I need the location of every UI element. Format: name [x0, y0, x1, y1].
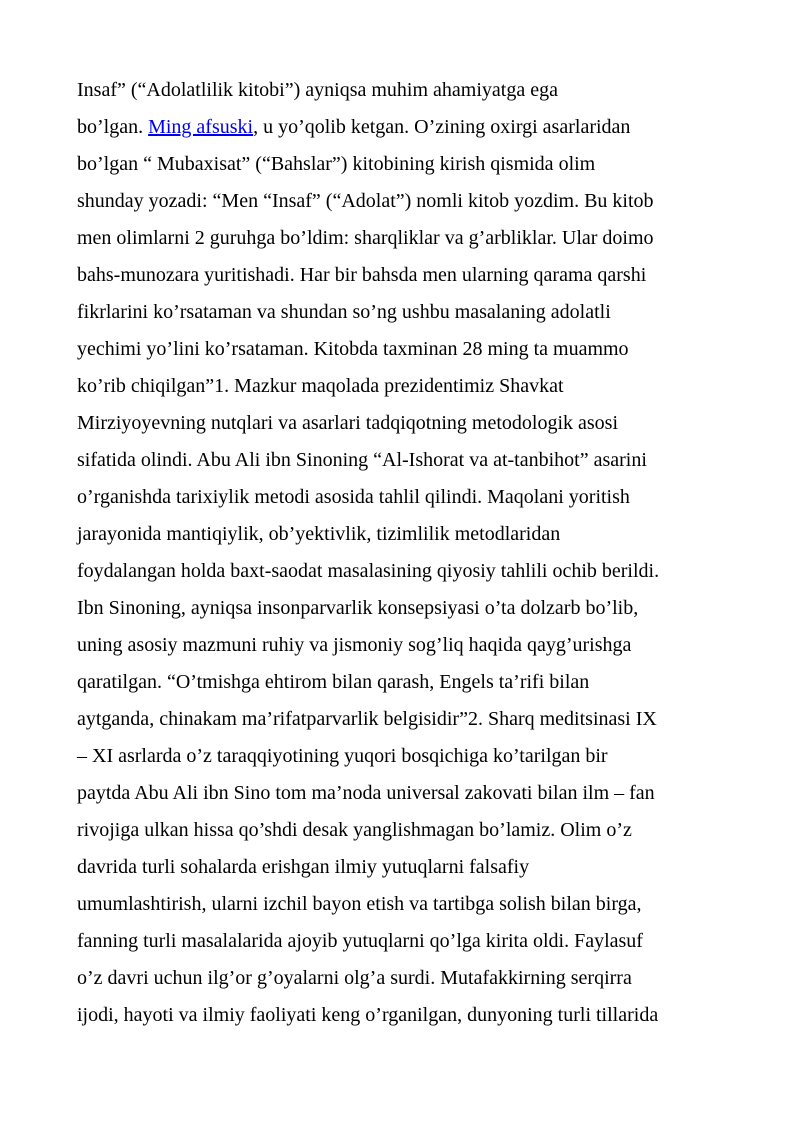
text-line: o’rganishda tarixiylik metodi asosida tahlil qilindi. Maqolani yoritish	[77, 486, 630, 508]
text-line: umumlashtirish, ularni izchil bayon etish va tartibga solish bilan birga,	[77, 893, 642, 915]
text-line: – XI asrlarda o’z taraqqiyotining yuqori bosqichiga ko’tarilgan bir	[77, 745, 608, 767]
text-line: fanning turli masalalarida ajoyib yutuqlarni qo’lga kirita oldi. Faylasuf	[77, 930, 643, 952]
text-line: Mirziyoyevning nutqlari va asarlari tadqiqotning metodologik asosi	[77, 412, 619, 434]
text-line: men olimlarni 2 guruhga bo’ldim: sharqliklar va g’arbliklar. Ular doimo	[77, 227, 654, 249]
text-line: davrida turli sohalarda erishgan ilmiy yutuqlarni falsafiy	[77, 856, 530, 878]
text-line: o’z davri uchun ilg’or g’oyalarni olg’a surdi. Mutafakkirning serqirra	[77, 967, 632, 989]
text-line: bo’lgan “ Mubaxisat” (“Bahslar”) kitobining kirish qismida olim	[77, 153, 596, 175]
text-line: ko’rib chiqilgan”1. Mazkur maqolada prezidentimiz Shavkat	[77, 375, 564, 397]
text-line: Insaf” (“Adolatlilik kitobi”) ayniqsa muhim ahamiyatga ega	[77, 79, 558, 101]
text-line: fikrlarini ko’rsataman va shundan so’ng ushbu masalaning adolatli	[77, 301, 611, 323]
text-line: ijodi, hayoti va ilmiy faoliyati keng o’rganilgan, dunyoning turli tillarida	[77, 1004, 659, 1026]
text-line: shunday yozadi: “Men “Insaf” (“Adolat”) nomli kitob yozdim. Bu kitob	[77, 190, 654, 212]
text-fragment: bo’lgan.	[77, 116, 149, 138]
ming-afsuski-link[interactable]: Ming afsuski	[148, 116, 254, 138]
document-page	[77, 72, 717, 1034]
text-line: rivojiga ulkan hissa qo’shdi desak yanglishmagan bo’lamiz. Olim o’z	[77, 819, 632, 841]
text-line: foydalangan holda baxt-saodat masalasining qiyosiy tahlili ochib berildi.	[77, 560, 660, 582]
text-fragment: , u yo’qolib ketgan. O’zining oxirgi asarlaridan	[253, 116, 631, 138]
text-line: paytda Abu Ali ibn Sino tom ma’noda universal zakovati bilan ilm – fan	[77, 782, 655, 804]
text-line: aytganda, chinakam ma’rifatparvarlik belgisidir”2. Sharq meditsinasi IX	[77, 708, 657, 730]
text-line: Ibn Sinoning, ayniqsa insonparvarlik konsepsiyasi o’ta dolzarb bo’lib,	[77, 597, 639, 619]
text-line: uning asosiy mazmuni ruhiy va jismoniy sog’liq haqida qayg’urishga	[77, 634, 632, 656]
text-line: qaratilgan. “O’tmishga ehtirom bilan qarash, Engels ta’rifi bilan	[77, 671, 590, 693]
text-line: sifatida olindi. Abu Ali ibn Sinoning “Al-Ishorat va at-tanbihot” asarini	[77, 449, 647, 471]
text-line: yechimi yo’lini ko’rsataman. Kitobda taxminan 28 ming ta muammo	[77, 338, 629, 360]
text-line: bahs-munozara yuritishadi. Har bir bahsda men ularning qarama qarshi	[77, 264, 647, 286]
text-line	[77, 109, 717, 146]
text-line: jarayonida mantiqiylik, ob’yektivlik, tizimlilik metodlaridan	[77, 523, 561, 545]
